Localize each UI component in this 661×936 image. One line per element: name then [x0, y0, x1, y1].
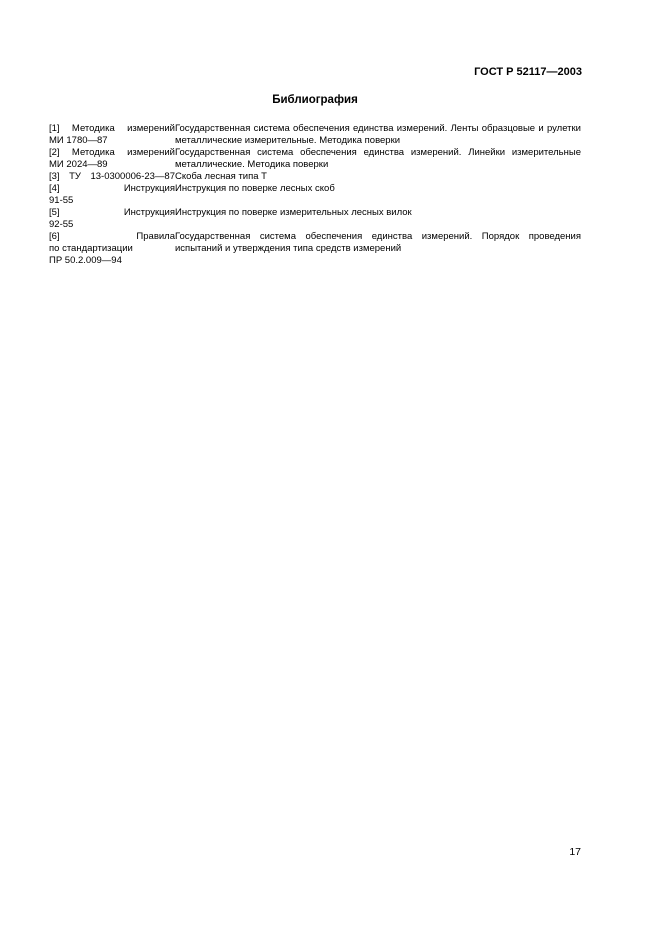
entry-reference: [49, 207, 175, 231]
bibliography-entry: [49, 171, 581, 183]
entry-description: Инструкция по поверке измерительных лесных вилок: [175, 207, 412, 218]
bibliography-entry: [49, 231, 581, 267]
entry-reference: [49, 231, 175, 267]
reference-line: ПР 50.2.009—94: [49, 255, 122, 266]
reference-line: [5] Инструкция: [49, 207, 175, 218]
bibliography-entry: [49, 123, 581, 147]
reference-line: МИ 2024—89: [49, 159, 108, 170]
reference-line: 92-55: [49, 219, 74, 230]
page-number: 17: [569, 846, 581, 858]
entry-description: Государственная система обеспечения единства измерений. Ленты образцовые и рулетки металлические измерительные. Методика поверки: [175, 123, 581, 146]
reference-line: [2] Методика измерений: [49, 147, 175, 158]
entry-description: Государственная система обеспечения единства измерений. Линейки измерительные металлические. Методика поверки: [175, 147, 581, 170]
reference-line: 91-55: [49, 195, 74, 206]
reference-line: [3] ТУ 13-0300006-23—87: [49, 171, 175, 182]
reference-line: МИ 1780—87: [49, 135, 108, 146]
entry-reference: [49, 123, 175, 147]
entry-description: Государственная система обеспечения единства измерений. Порядок проведения испытаний и утверждения типа средств измерений: [175, 231, 581, 254]
reference-line: по стандартизации: [49, 243, 133, 254]
bibliography-entry: [49, 183, 581, 207]
reference-line: [6] Правила: [49, 231, 175, 242]
entry-reference: [49, 147, 175, 171]
entry-reference: [49, 183, 175, 207]
section-title: Библиография: [272, 94, 358, 106]
bibliography-entry: [49, 147, 581, 171]
reference-line: [1] Методика измерений: [49, 123, 175, 134]
reference-line: [4] Инструкция: [49, 183, 175, 194]
entry-description: Инструкция по поверке лесных скоб: [175, 183, 335, 194]
entry-description: Скоба лесная типа Т: [175, 171, 267, 182]
document-code: ГОСТ Р 52117—2003: [474, 66, 582, 78]
entry-reference: [49, 171, 175, 183]
bibliography-entry: [49, 207, 581, 231]
bibliography-list: [49, 123, 581, 267]
